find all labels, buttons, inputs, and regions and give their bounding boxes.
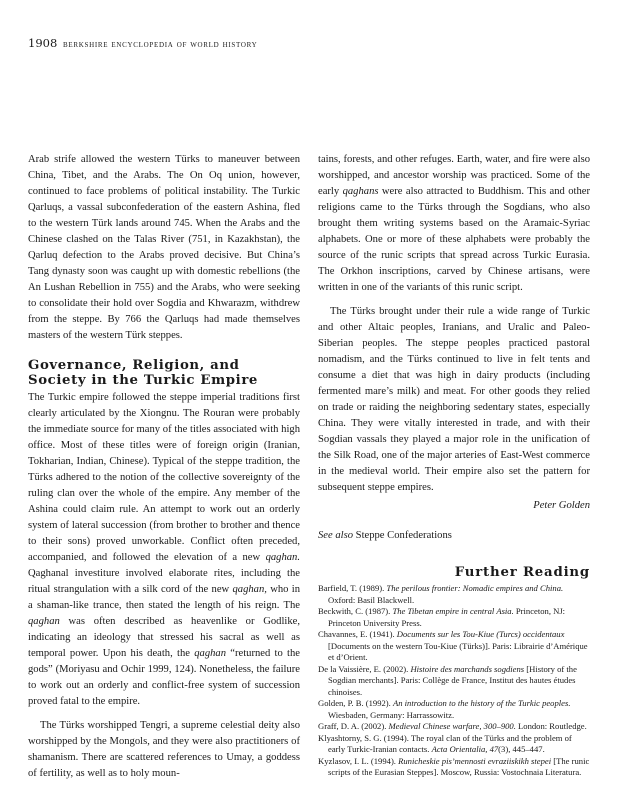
text-run: Qaghanal investiture involved elaborate rites, including the ritual strangulation with a silk cord of the new	[28, 568, 300, 595]
author-name: Peter Golden	[533, 500, 590, 511]
italic-term: qaghan	[194, 648, 227, 659]
reference-title: Acta Orientalia, 47	[431, 744, 499, 754]
paragraph-turkic-empire	[28, 390, 300, 710]
reference-title: Histoire des marchands sogdiens	[410, 663, 525, 674]
reference-text: Wiesbaden, Germany: Harrassowitz.	[328, 709, 455, 720]
text-run: were also attracted to Buddhism. This and other religions came to the Türks through the Sogdians, who also brought them writing systems based on the Aramaic-Syriac alphabets. One or more of these alphabets were probably the source of the runic scripts that spread across Turkic Eurasia. The Orkhon inscriptions, carved by Chinese artisans, were written in one of the variants of this runic script.	[318, 186, 590, 293]
text-run: was often described as heavenlike or Godlike, indicating an ideology that stressed his sacral as well as temporal power. Upon his death, the	[28, 616, 300, 659]
italic-term: qaghan	[28, 616, 60, 627]
reference-text: Klyashtorny, S. G. (1994). The royal clan of the Türks and the problem of early Turkic-Iranian contacts.	[318, 732, 572, 754]
reference-text: Beckwith, C. (1987).	[318, 606, 393, 616]
reference-text: Kyzlasov, I. L. (1994).	[318, 755, 399, 766]
reference-item	[318, 721, 590, 733]
text-run: “returned to the gods” (Moriyasu and Ochir 1999, 124). Nonetheless, the failure to work out an orderly and conflict-free system of succession proved fatal to the empire.	[28, 648, 300, 707]
reference-title: The Tibetan empire in central Asia.	[392, 606, 514, 616]
page-number: 1908	[28, 36, 58, 50]
reference-title: Runicheskie pis’mennosti evraziiskikh stepei	[398, 755, 552, 766]
see-also	[318, 528, 590, 544]
reference-text: London: Routledge.	[515, 721, 587, 731]
text-run: The Turkic empire followed the steppe imperial traditions first clearly articulated by the Xiongnu. The Rouran were probably the immediate source for many of the titles associated with high office. Most of these titles were of foreign origin (Iranian, Tokharian, Indian, Chinese). Typical of the steppe tradition, the Türks adhered to the notion of the collective sovereignty of the ruling clan over the whole of the empire. Any member of the Ashina could claim rule. An attempt to work out an orderly system of lateral succession (from brother to brother and thence to their sons) proved unworkable. Conflict often preceded, accompanied, and followed the elevation of a new	[28, 392, 300, 563]
reference-item	[318, 756, 590, 779]
reference-item	[318, 698, 590, 721]
running-head	[28, 36, 257, 50]
reference-text: Oxford: Basil Blackwell.	[328, 594, 415, 605]
reference-title: An introduction to the history of the Turkic peoples.	[392, 698, 571, 708]
italic-term: qaghan,	[232, 584, 267, 595]
reference-item	[318, 664, 590, 699]
reference-text: (3), 445–447.	[498, 744, 545, 754]
reference-text: Golden, P. B. (1992).	[318, 698, 393, 708]
right-column	[318, 152, 590, 779]
left-column	[28, 152, 300, 782]
reference-title: Documents sur les Tou-Kiue (Turcs) occidentaux	[396, 629, 565, 639]
reference-text: [The runic scripts of the Eurasian Steppes]. Moscow, Russia: Vostochnaia Literatura.	[328, 755, 590, 777]
reference-item	[318, 583, 590, 606]
reference-list	[318, 583, 590, 779]
reference-title: The perilous frontier: Nomadic empires and China.	[386, 583, 564, 593]
italic-term: qaghans	[342, 186, 379, 197]
publication-title: berkshire encyclopedia of world history	[63, 39, 258, 50]
reference-text: Graff, D. A. (2002).	[318, 721, 389, 731]
further-reading-heading: Further Reading	[454, 565, 590, 580]
paragraph-religions	[318, 152, 590, 296]
paragraph-tengri: The Türks worshipped Tengri, a supreme celestial deity also worshipped by the Mongols, and they were also practitioners of shamanism. There are scattered references to Umay, a goddess of fertility, as well as to holy moun-	[28, 720, 300, 779]
reference-text: De la Vaissière, E. (2002).	[318, 663, 411, 674]
reference-text: Barfield, T. (1989).	[318, 583, 387, 593]
reference-text: Princeton, NJ: Princeton University Press.	[328, 606, 566, 628]
reference-title: Medieval Chinese warfare, 300–900.	[388, 721, 516, 731]
italic-term: qaghan.	[265, 552, 300, 563]
reference-text: Chavannes, E. (1941).	[318, 629, 397, 639]
paragraph-arab-strife: Arab strife allowed the western Türks to maneuver between China, Tibet, and the Arabs. The On Oq union, however, continued to face problems of political instability. The Turkic Qarluqs, a vassal subconfederation of the eastern Ashina, fled to the western Türk lands around 745. When the Arabs and the Chinese clashed on the Talas River (751, in Kazakhstan), the Qarluq defection to the Arabs proved decisive. But China’s Tang dynasty soon was caught up with domestic rebellions (the An Lushan Rebellion in 755) and the Arabs, who were seeking to consolidate their hold over Sogdia and Khwarazm, withdrew from the steppe. By 766 the Qarluqs had made themselves masters of the western Türk steppes.	[28, 154, 300, 341]
reference-text: [Documents on the western Tou-Kiue (Türks)]. Paris: Librairie d’Amérique et d’Orient.	[328, 640, 588, 662]
see-also-link[interactable]: Steppe Confederations	[355, 530, 452, 541]
see-also-label: See also	[318, 530, 354, 541]
paragraph-peoples: The Türks brought under their rule a wide range of Turkic and other Altaic peoples, Iranians, and Uralic and Paleo-Siberian peoples. The steppe peoples practiced pastoral nomadism, and the Türks continued to live in felt tents and consume a diet that was high in dairy products (including fermented mare’s milk) and meat. For other goods they relied on trade or raiding the neighboring sedentary states, especially China. They were vitally interested in trade, and with their Sogdian vassals they played a major role in the unification of the Silk Road, one of the major arteries of East-West commerce in the medieval world. Their empire also set the pattern for subsequent steppe empires.	[318, 306, 590, 493]
reference-item	[318, 733, 590, 756]
reference-text: [History of the Sogdian merchants]. Paris: Collège de France, Institut des hautes études chinoises.	[328, 663, 577, 697]
section-heading-governance: Governance, Religion, and Society in the Turkic Empire	[28, 358, 258, 388]
text-run: who in a shaman-like trance, then stated the length of his reign. The	[28, 584, 300, 611]
reference-item	[318, 606, 590, 629]
text-run: tains, forests, and other refuges. Earth, water, and fire were also worshipped, and ancestor worship was practiced. Some of the early	[318, 154, 590, 197]
reference-item	[318, 629, 590, 664]
